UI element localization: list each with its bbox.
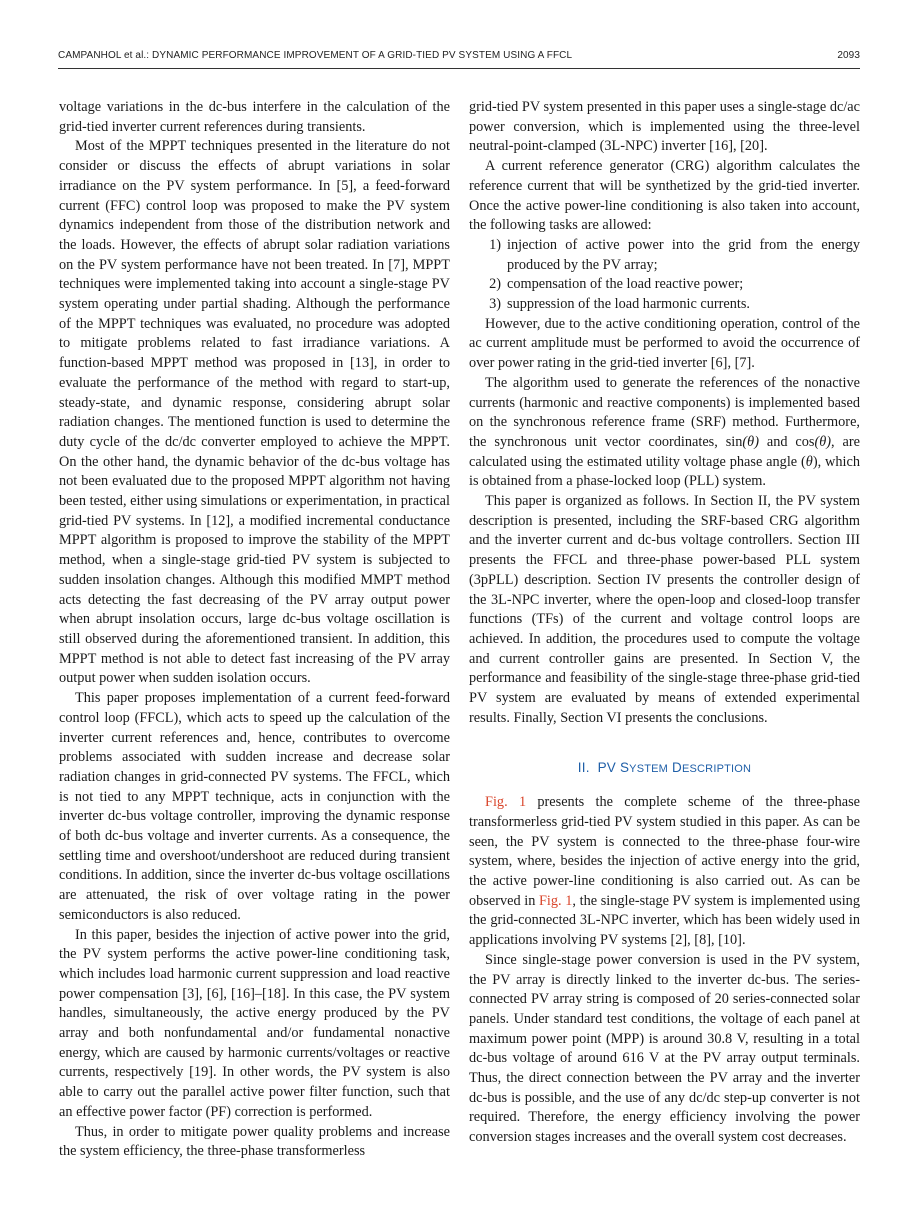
running-title: CAMPANHOL et al.: DYNAMIC PERFORMANCE IMPROVEMENT OF A GRID-TIED PV SYSTEM USING A FFCL [58, 50, 573, 61]
heading-word: D [672, 759, 682, 775]
right-column [469, 98, 860, 1148]
header-rule [58, 68, 860, 69]
page-number: 2093 [837, 50, 860, 61]
paragraph: grid-tied PV system presented in this paper uses a single-stage dc/ac power conversion, which is implemented using the three-level neutral-point-clamped (3L-NPC) inverter [16], [20]. [469, 99, 860, 155]
list-item [469, 275, 860, 295]
text-run: , are calculated using the estimated utility voltage phase angle ( [469, 433, 860, 470]
paragraph: Thus, in order to mitigate power quality problems and increase the system efficiency, the three-phase transformerless [59, 1123, 450, 1160]
paragraph: A current reference generator (CRG) algorithm calculates the reference current that will be synthetized by the grid-tied inverter. Once the active power-line conditioning is also taken into account, the following tasks are allowed: [469, 158, 860, 234]
figure-link[interactable]: Fig. 1 [485, 794, 527, 811]
paragraph [469, 793, 860, 951]
text-run: and cos [758, 433, 815, 450]
left-column [59, 98, 450, 1162]
task-list [469, 236, 860, 315]
section-numeral: II. [577, 759, 590, 775]
heading-word: PV [597, 759, 616, 775]
theta-symbol: (θ) [742, 433, 759, 450]
list-number: 1) [489, 236, 501, 253]
section-heading [469, 758, 860, 780]
paragraph: In this paper, besides the injection of active power into the grid, the PV system performs the active power-line conditioning task, which includes load harmonic current suppression and load reactive power compensation [3], [6], [16]–[18]. In this case, the PV system handles, simultaneously, the active energy produced by the PV array and both nonfundamental and/or fundamental nonactive energy, which are caused by harmonic currents/voltages or reactive currents, respectively [19]. In other words, the PV system is also able to carry out the parallel active power filter function, such that an effective power factor (PF) correction is performed. [59, 926, 450, 1120]
paragraph: voltage variations in the dc-bus interfere in the calculation of the grid-tied inverter current references during transients. [59, 99, 450, 135]
paragraph: This paper proposes implementation of a current feed-forward control loop (FFCL), which acts to speed up the calculation of the inverter current references and, hence, contributes to overcome problems associated with sudden increase and decrease solar radiation changes in grid-connected PV systems. The FFCL, which is not tied to any MPPT technique, acts in conjunction with the inverter dc-bus voltage controller, improving the dynamic response of both dc-bus voltage and inverter currents. As a consequence, the settling time and overshoot/undershoot are reduced during transient conditions. In addition, since the inverter dc-bus voltage oscillations are attenuated, the risk of over voltage rating in the power semiconductors is also reduced. [59, 690, 450, 923]
list-text: compensation of the load reactive power; [507, 276, 744, 293]
theta-symbol: (θ) [814, 433, 832, 450]
list-text: injection of active power into the grid from the energy produced by the PV array; [507, 236, 860, 273]
paragraph: However, due to the active conditioning operation, control of the ac current amplitude must be performed to avoid the occurrence of over power rating in the grid-tied inverter [6], [7]. [469, 315, 860, 372]
paragraph: Most of the MPPT techniques presented in the literature do not consider or discuss the effects of abrupt variations in solar irradiance on the PV system performance. In [5], a feed-forward current (FFC) control loop was proposed to make the PV system dynamics independent from those of the distribution network and the loads. However, the effects of abrupt solar radiation variations on the PV system performance have not been treated. In [7], MPPT techniques were implemented taking into account a single-stage PV system operating under partial shading. Although the performance of the MPPT techniques was evaluated, no procedure was adopted to mitigate problems related to fast irradiance variations. A function-based MPPT method was proposed in [13], in order to evaluate the performance of the method with regard to start-up, steady-state, and dynamic response, considering abrupt solar radiation changes. The mentioned function is used to determine the duty cycle of the dc/dc converter employed to achieve the MPPT. On the other hand, the dynamic behavior of the dc-bus voltage has not been evaluated due to the proposed MPPT algorithm not having been tested, either using simulations or experimentation, in practical grid-tied PV systems. In [12], a modified incremental conductance MPPT algorithm is proposed to improve the stability of the MPPT method, when a single-stage grid-tied PV system is subjected to sudden insolation changes. Although this modified MMPT method acts detecting the fast decreasing of the PV array output power when abrupt insolation occurs, large dc-bus voltage oscillation is still observed during the aforementioned transient. In addition, this MPPT method is not able to detect fast increasing of the PV array output power when sudden isolation occurs. [59, 138, 450, 687]
list-item [469, 236, 860, 275]
heading-smallcaps: ESCRIPTION [681, 762, 752, 775]
heading-word: S [619, 759, 630, 775]
list-number: 2) [489, 276, 501, 293]
paragraph: Since single-stage power conversion is used in the PV system, the PV array is directly linked to the inverter dc-bus. The series-connected PV array string is composed of 20 series-connected solar panels. Under standard test conditions, the voltage of each panel at maximum power point (MPP) is around 30.8 V, resulting in a total dc-bus voltage of around 616 V at the PV array output terminals. Thus, the direct connection between the PV array and the inverter dc-bus is possible, and the use of any dc/dc step-up converter is not required. Therefore, the energy efficiency involving the power conversion stages increases and the overall system cost decreases. [469, 951, 860, 1146]
text-run: The algorithm used to generate the references of the nonactive currents (harmonic and reactive components) is implemented based on the synchronous reference frame (SRF) method. Furthermore, the synchronous unit vector coordinates, sin [469, 374, 860, 450]
list-number: 3) [489, 296, 501, 313]
heading-smallcaps: YSTEM [629, 762, 669, 775]
text-run: , the single-stage PV system is implemented using the grid-connected 3L-NPC inverter, which has been widely used in applications involving PV systems [2], [8], [10]. [469, 892, 860, 949]
theta-symbol: θ [805, 453, 813, 470]
list-text: suppression of the load harmonic currents. [507, 296, 750, 313]
list-item [469, 295, 860, 315]
running-header [58, 50, 860, 61]
figure-link[interactable]: Fig. 1 [538, 892, 573, 909]
text-run: presents the complete scheme of the three-phase transformerless grid-tied PV system studied in this paper. As can be seen, the PV system is connected to the three-phase four-wire system, where, besides the injection of active energy into the grid, the active power-line conditioning is also carried out. As can be observed in [469, 794, 860, 909]
paragraph: This paper is organized as follows. In Section II, the PV system description is presented, including the SRF-based CRG algorithm and the inverter current and dc-bus voltage controllers. Section III presents the FFCL and three-phase power-based PLL system (3pPLL) description. Section IV presents the controller design of the 3L-NPC inverter, where the open-loop and closed-loop transfer functions (TFs) of the current and voltage control loops are achieved. In addition, the procedures used to compute the voltage and current controller gains are presented. In Section V, the performance and feasibility of the single-stage three-phase grid-tied PV system are evaluated by means of extended experimental results. Finally, Section VI presents the conclusions. [469, 493, 860, 726]
paragraph [469, 374, 860, 492]
text-run: ), which is obtained from a phase-locked loop (PLL) system. [469, 453, 860, 490]
